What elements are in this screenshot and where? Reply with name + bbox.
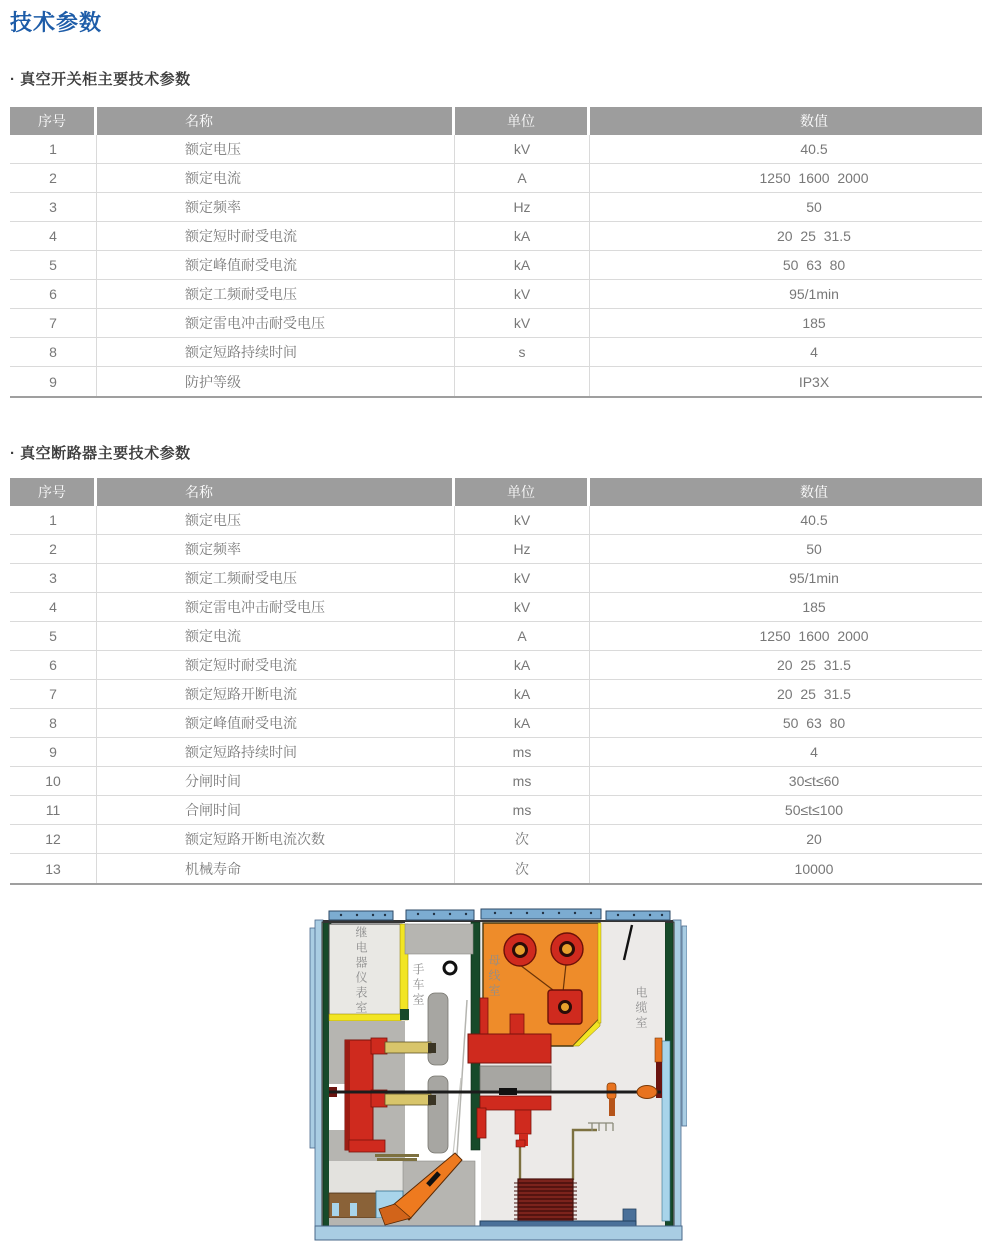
table-cell: 4 xyxy=(10,222,97,250)
table-row xyxy=(10,796,982,825)
table-cell: 分闸时间 xyxy=(97,767,455,795)
busbar-support-box xyxy=(548,990,582,1024)
table-cell: 2 xyxy=(10,535,97,563)
table-cell: 7 xyxy=(10,309,97,337)
table-cell: 合闸时间 xyxy=(97,796,455,824)
breaker-parameters-table xyxy=(10,478,982,885)
column-header-name: 名称 xyxy=(97,107,452,135)
column-header-name: 名称 xyxy=(97,478,452,506)
table-cell: kV xyxy=(455,280,590,308)
bottom-frame-band xyxy=(315,1226,682,1240)
table-row xyxy=(10,280,982,309)
table-cell: 次 xyxy=(455,825,590,853)
table-cell: 95/1min xyxy=(789,570,839,586)
table-cell: 30≤t≤60 xyxy=(788,773,840,789)
table-cell: 防护等级 xyxy=(97,367,455,396)
table-cell: IP3X xyxy=(798,373,830,390)
table-cell: 额定频率 xyxy=(97,193,455,221)
table-row xyxy=(10,825,982,854)
table-cell: ms xyxy=(455,796,590,824)
table-cell: kV xyxy=(455,593,590,621)
table-row xyxy=(10,309,982,338)
table-cell: 5 xyxy=(10,622,97,650)
table-cell: 50 xyxy=(806,541,822,557)
table-cell: kV xyxy=(455,135,590,163)
section-title-switchgear: · 真空开关柜主要技术参数 xyxy=(10,71,191,88)
table-cell: 20 25 31.5 xyxy=(777,657,851,673)
table-cell: kV xyxy=(455,506,590,534)
table-cell: 8 xyxy=(10,338,97,366)
table-cell: 9 xyxy=(10,738,97,766)
table-cell: 20 25 31.5 xyxy=(777,228,851,244)
column-header-value: 数值 xyxy=(590,478,982,506)
table-cell: 5 xyxy=(10,251,97,279)
table-cell: 额定峰值耐受电流 xyxy=(97,251,455,279)
table-cell: 7 xyxy=(10,680,97,708)
page-title: 技术参数 xyxy=(10,10,103,35)
table-cell: 3 xyxy=(10,193,97,221)
table-cell: kA xyxy=(455,222,590,250)
table-row xyxy=(10,135,982,164)
table-cell: 额定短路持续时间 xyxy=(97,738,455,766)
table-header-row xyxy=(10,478,982,506)
table-cell: 95/1min xyxy=(789,286,839,302)
table-cell: 1250 1600 2000 xyxy=(759,628,869,644)
table-row xyxy=(10,680,982,709)
table-row xyxy=(10,251,982,280)
table-row xyxy=(10,564,982,593)
table-row xyxy=(10,535,982,564)
table-cell: 20 25 31.5 xyxy=(777,686,851,702)
table-cell: 额定雷电冲击耐受电压 xyxy=(97,309,455,337)
table-cell: 9 xyxy=(10,367,97,396)
table-cell: 额定雷电冲击耐受电压 xyxy=(97,593,455,621)
table-cell: 50≤t≤100 xyxy=(784,802,844,818)
table-cell: 额定工频耐受电压 xyxy=(97,564,455,592)
handcart-room-label: 手车室 xyxy=(411,963,425,1008)
table-header-row xyxy=(10,107,982,135)
table-cell: 额定电压 xyxy=(97,506,455,534)
column-header-unit: 单位 xyxy=(455,107,587,135)
table-row xyxy=(10,651,982,680)
table-cell: 额定短时耐受电流 xyxy=(97,222,455,250)
relay-room-area xyxy=(329,924,409,1021)
table-cell: kV xyxy=(455,564,590,592)
busbar-insulator-right xyxy=(551,933,583,965)
table-cell: 1 xyxy=(10,135,97,163)
table-cell: 额定峰值耐受电流 xyxy=(97,709,455,737)
table-cell: 额定短路持续时间 xyxy=(97,338,455,366)
current-transformer-coil xyxy=(514,1179,577,1223)
table-row xyxy=(10,164,982,193)
table-cell: kA xyxy=(455,709,590,737)
table-row xyxy=(10,709,982,738)
column-header-no: 序号 xyxy=(10,478,94,506)
table-cell: 4 xyxy=(810,344,818,360)
table-cell: 8 xyxy=(10,709,97,737)
table-cell: 50 63 80 xyxy=(782,715,846,731)
table-cell: 185 xyxy=(802,315,826,331)
table-row xyxy=(10,738,982,767)
column-header-value: 数值 xyxy=(590,107,982,135)
table-row xyxy=(10,338,982,367)
table-cell: 6 xyxy=(10,651,97,679)
handcart-top-block xyxy=(405,924,473,954)
table-cell: A xyxy=(455,622,590,650)
table-cell: 11 xyxy=(10,796,97,824)
table-cell: 额定电流 xyxy=(97,622,455,650)
table-cell: 额定短路开断电流次数 xyxy=(97,825,455,853)
table-cell: 40.5 xyxy=(800,141,828,157)
table-cell: 13 xyxy=(10,854,97,883)
table-cell: 机械寿命 xyxy=(97,854,455,883)
handcart-ring xyxy=(444,962,456,974)
column-header-unit: 单位 xyxy=(455,478,587,506)
table-cell: kA xyxy=(455,651,590,679)
table-cell: 4 xyxy=(810,744,818,760)
table-cell: Hz xyxy=(455,535,590,563)
section-title-breaker: · 真空断路器主要技术参数 xyxy=(10,445,191,462)
column-header-no: 序号 xyxy=(10,107,94,135)
table-cell: 50 xyxy=(806,199,822,215)
table-row xyxy=(10,767,982,796)
table-row xyxy=(10,367,982,396)
table-cell: 额定电压 xyxy=(97,135,455,163)
table-row xyxy=(10,593,982,622)
table-cell: 12 xyxy=(10,825,97,853)
table-row xyxy=(10,854,982,883)
table-cell: 额定工频耐受电压 xyxy=(97,280,455,308)
table-cell: ms xyxy=(455,767,590,795)
table-row xyxy=(10,622,982,651)
table-cell: kA xyxy=(455,680,590,708)
table-cell: ms xyxy=(455,738,590,766)
table-cell: 次 xyxy=(455,854,590,883)
table-cell: A xyxy=(455,164,590,192)
table-row xyxy=(10,193,982,222)
contact-arm-upper xyxy=(385,1042,431,1053)
table-cell: 185 xyxy=(802,599,826,615)
table-cell: 3 xyxy=(10,564,97,592)
contact-arm-lower xyxy=(385,1094,431,1105)
table-cell: kV xyxy=(455,309,590,337)
cable-room-label: 电缆室 xyxy=(634,986,648,1031)
table-cell: 1250 1600 2000 xyxy=(759,170,869,186)
table-cell: 6 xyxy=(10,280,97,308)
table-row xyxy=(10,506,982,535)
table-body xyxy=(10,135,982,396)
cabinet-cross-section xyxy=(305,908,687,1248)
table-cell: 额定频率 xyxy=(97,535,455,563)
busbar-insulator-left xyxy=(504,934,536,966)
table-cell: 40.5 xyxy=(800,512,828,528)
table-cell xyxy=(455,367,590,396)
table-cell: 额定电流 xyxy=(97,164,455,192)
table-cell: kA xyxy=(455,251,590,279)
table-cell: 额定短时耐受电流 xyxy=(97,651,455,679)
table-body xyxy=(10,506,982,883)
table-cell: Hz xyxy=(455,193,590,221)
table-cell: 10 xyxy=(10,767,97,795)
relay-room-label: 继电器仪表室 xyxy=(354,926,368,1016)
table-cell: 2 xyxy=(10,164,97,192)
table-cell: 50 63 80 xyxy=(782,257,846,273)
table-cell: s xyxy=(455,338,590,366)
table-row xyxy=(10,222,982,251)
table-cell: 4 xyxy=(10,593,97,621)
table-cell: 额定短路开断电流 xyxy=(97,680,455,708)
switchgear-parameters-table xyxy=(10,107,982,398)
table-cell: 20 xyxy=(806,831,822,847)
busbar-room-label: 母线室 xyxy=(487,954,501,999)
table-cell: 10000 xyxy=(794,860,834,877)
table-cell: 1 xyxy=(10,506,97,534)
